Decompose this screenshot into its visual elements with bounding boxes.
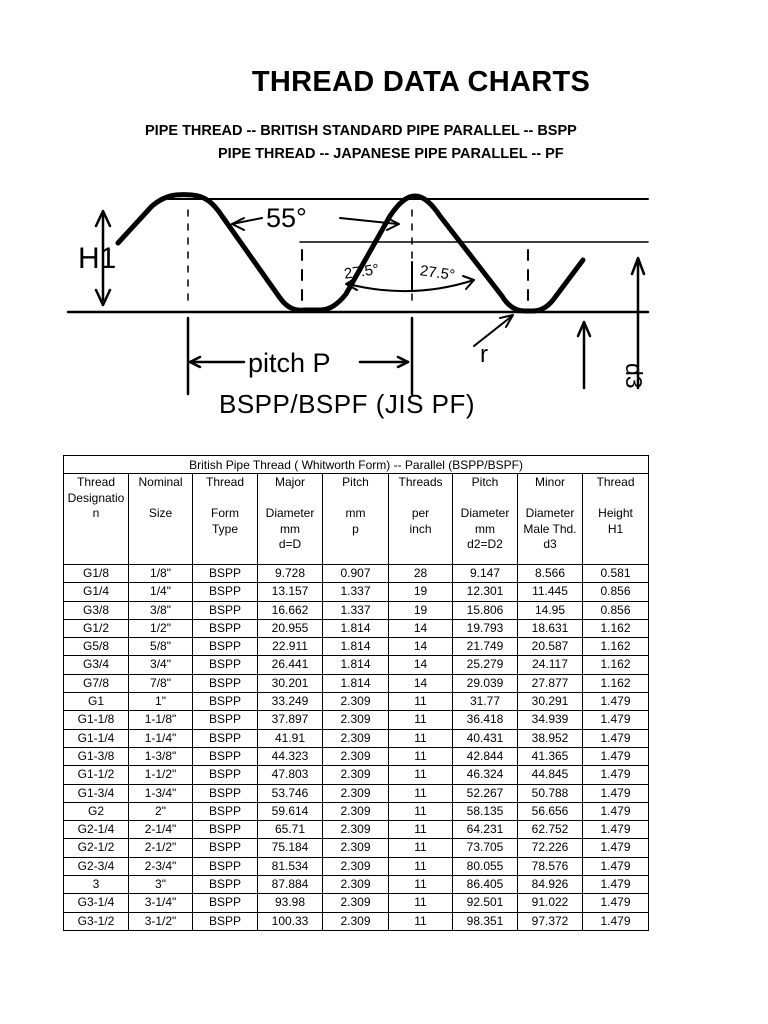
angle-55-label: 55° [266, 203, 307, 233]
table-cell: 1.479 [583, 802, 649, 820]
table-cell: 59.614 [258, 802, 323, 820]
table-cell: 93.98 [258, 894, 323, 912]
table-cell: G3/8 [64, 601, 129, 619]
table-cell: 52.267 [453, 784, 518, 802]
diagram-caption: BSPP/BSPF (JIS PF) [219, 389, 476, 419]
table-cell: BSPP [193, 729, 258, 747]
table-cell: 3/8" [129, 601, 193, 619]
column-header-line: Diameter [265, 506, 315, 520]
column-header-line: Nominal [138, 475, 183, 489]
column-header [453, 474, 518, 565]
table-cell: 5/8" [129, 638, 193, 656]
table-cell: 40.431 [453, 729, 518, 747]
table-cell: 1" [129, 693, 193, 711]
column-header-line: d2=D2 [467, 537, 503, 551]
table-cell: 11 [389, 894, 453, 912]
table-cell: 19 [389, 583, 453, 601]
table-cell: 28 [389, 565, 453, 583]
column-header [518, 474, 583, 565]
table-cell: G1/4 [64, 583, 129, 601]
table-cell: G2-1/2 [64, 839, 129, 857]
column-header-line [193, 491, 257, 507]
table-cell: 2.309 [323, 876, 389, 894]
angle-27-left-label: 27.5° [342, 260, 381, 283]
table-cell: 1.479 [583, 894, 649, 912]
table-cell: 98.351 [453, 912, 518, 930]
table-cell: 36.418 [453, 711, 518, 729]
table-cell: G3-1/4 [64, 894, 129, 912]
subtitle-pf: PIPE THREAD -- JAPANESE PIPE PARALLEL -- PF [218, 146, 564, 162]
table-cell: 0.856 [583, 583, 649, 601]
table-cell: 1-1/2" [129, 766, 193, 784]
table-cell: 1.479 [583, 821, 649, 839]
table-cell: 3-1/2" [129, 912, 193, 930]
table-cell: 2.309 [323, 894, 389, 912]
table-cell: 11 [389, 802, 453, 820]
table-cell: 3 [64, 876, 129, 894]
column-header-line: H1 [607, 521, 624, 536]
column-header-line: inch [409, 521, 432, 536]
table-cell: G1-1/4 [64, 729, 129, 747]
table-cell: 81.534 [258, 857, 323, 875]
table-cell: 2.309 [323, 821, 389, 839]
table-cell: G1-1/8 [64, 711, 129, 729]
column-header [193, 474, 258, 565]
table-cell: BSPP [193, 802, 258, 820]
table-cell: 1.814 [323, 619, 389, 637]
table-cell: 1.814 [323, 674, 389, 692]
table-cell: 73.705 [453, 839, 518, 857]
table-row [64, 784, 649, 802]
table-cell: 100.33 [258, 912, 323, 930]
column-header [389, 474, 453, 565]
table-cell: 24.117 [518, 656, 583, 674]
table-cell: 44.323 [258, 747, 323, 765]
table-cell: 41.91 [258, 729, 323, 747]
table-row [64, 839, 649, 857]
column-header-line: d3 [543, 537, 557, 551]
table-cell: 72.226 [518, 839, 583, 857]
table-cell: 11 [389, 857, 453, 875]
table-cell: 14 [389, 619, 453, 637]
radius-label: r [480, 341, 488, 368]
table-row [64, 821, 649, 839]
table-cell: BSPP [193, 583, 258, 601]
table-cell: 11 [389, 747, 453, 765]
pitch-label: pitch P [248, 348, 331, 378]
table-cell: 1.337 [323, 583, 389, 601]
table-cell: 2.309 [323, 766, 389, 784]
table-cell: 44.845 [518, 766, 583, 784]
table-cell: 3/4" [129, 656, 193, 674]
table-cell: 20.955 [258, 619, 323, 637]
table-cell: BSPP [193, 674, 258, 692]
table-row [64, 802, 649, 820]
table-cell: 65.71 [258, 821, 323, 839]
table-cell: 97.372 [518, 912, 583, 930]
table-cell: 26.441 [258, 656, 323, 674]
table-row [64, 747, 649, 765]
table-cell: 1-1/4" [129, 729, 193, 747]
table-cell: G7/8 [64, 674, 129, 692]
column-header-line: Minor [534, 475, 565, 489]
column-header-line: p [352, 521, 359, 536]
column-header-line: Diameter [525, 506, 575, 520]
table-cell: 1.337 [323, 601, 389, 619]
table-row [64, 638, 649, 656]
table-cell: BSPP [193, 638, 258, 656]
table-cell: 2-1/4" [129, 821, 193, 839]
table-cell: BSPP [193, 601, 258, 619]
column-header-line: Major [274, 475, 305, 489]
table-cell: 1.479 [583, 711, 649, 729]
table-row [64, 729, 649, 747]
column-header-line: mm [345, 506, 366, 520]
table-cell: 19.793 [453, 619, 518, 637]
column-header-line: n [92, 506, 100, 520]
table-cell: 2" [129, 802, 193, 820]
table-cell: 1/2" [129, 619, 193, 637]
table-cell: 1.162 [583, 638, 649, 656]
table-cell: 1.479 [583, 766, 649, 784]
table-cell: 3" [129, 876, 193, 894]
table-cell: 19 [389, 601, 453, 619]
table-cell: 11 [389, 876, 453, 894]
table-cell: 37.897 [258, 711, 323, 729]
table-cell: G3-1/2 [64, 912, 129, 930]
table-cell: 1-1/8" [129, 711, 193, 729]
table-cell: 34.939 [518, 711, 583, 729]
column-header [583, 474, 649, 565]
table-cell: BSPP [193, 565, 258, 583]
table-cell: 1.479 [583, 839, 649, 857]
table-cell: 2.309 [323, 747, 389, 765]
column-header-line: Size [148, 506, 173, 520]
table-cell: G1 [64, 693, 129, 711]
bspp-thread-table [63, 455, 649, 931]
table-cell: 1.479 [583, 784, 649, 802]
table-caption: British Pipe Thread ( Whitworth Form) -- Parallel (BSPP/BSPF) [64, 456, 649, 474]
table-cell: 1.479 [583, 693, 649, 711]
column-header-line: Form [211, 506, 239, 520]
column-header-line [323, 491, 388, 507]
table-cell: BSPP [193, 894, 258, 912]
table-cell: 1-3/8" [129, 747, 193, 765]
column-header-line [258, 491, 322, 507]
table-cell: 2.309 [323, 729, 389, 747]
table-cell: 2.309 [323, 839, 389, 857]
table-cell: 11 [389, 821, 453, 839]
angle-27-right-label: 27.5° [418, 262, 457, 285]
table-cell: 2.309 [323, 711, 389, 729]
table-cell: BSPP [193, 747, 258, 765]
table-cell: G1-3/8 [64, 747, 129, 765]
table-cell: G3/4 [64, 656, 129, 674]
table-cell: 8.566 [518, 565, 583, 583]
table-cell: 7/8" [129, 674, 193, 692]
table-cell: 41.365 [518, 747, 583, 765]
table-cell: 56.656 [518, 802, 583, 820]
column-header-line [518, 491, 582, 507]
column-header-line: Pitch [471, 475, 499, 489]
table-cell: 1.814 [323, 656, 389, 674]
table-cell: 2-3/4" [129, 857, 193, 875]
column-header-line [583, 491, 648, 507]
column-header-line: Thread [76, 475, 116, 489]
table-row [64, 894, 649, 912]
table-row [64, 656, 649, 674]
table-cell: 1.162 [583, 674, 649, 692]
table-cell: G1-3/4 [64, 784, 129, 802]
table-cell: G5/8 [64, 638, 129, 656]
table-cell: 11.445 [518, 583, 583, 601]
table-cell: 1.479 [583, 857, 649, 875]
table-cell: 21.749 [453, 638, 518, 656]
d3-label: d3 [621, 363, 647, 389]
table-cell: 1.162 [583, 619, 649, 637]
table-cell: BSPP [193, 619, 258, 637]
table-cell: 92.501 [453, 894, 518, 912]
table-row [64, 674, 649, 692]
table-row [64, 619, 649, 637]
table-cell: 13.157 [258, 583, 323, 601]
table-cell: 42.844 [453, 747, 518, 765]
table-cell: 1.479 [583, 729, 649, 747]
table-cell: 1.814 [323, 638, 389, 656]
column-header-line [389, 491, 452, 507]
table-cell: 80.055 [453, 857, 518, 875]
table-cell: 20.587 [518, 638, 583, 656]
column-header-line: Designatio [67, 490, 125, 505]
table-cell: 78.576 [518, 857, 583, 875]
thread-profile-diagram [0, 0, 768, 440]
table-cell: 2.309 [323, 784, 389, 802]
table-cell: 11 [389, 693, 453, 711]
table-cell: G2-3/4 [64, 857, 129, 875]
table-cell: 64.231 [453, 821, 518, 839]
table-cell: 0.907 [323, 565, 389, 583]
column-header-line [453, 491, 517, 507]
table-cell: 62.752 [518, 821, 583, 839]
table-cell: BSPP [193, 912, 258, 930]
column-header-line: mm [475, 521, 495, 536]
table-cell: 2.309 [323, 857, 389, 875]
table-row [64, 912, 649, 930]
table-cell: BSPP [193, 876, 258, 894]
column-header [129, 474, 193, 565]
table-cell: 58.135 [453, 802, 518, 820]
table-cell: 86.405 [453, 876, 518, 894]
table-row [64, 565, 649, 583]
table-row [64, 693, 649, 711]
table-cell: 11 [389, 839, 453, 857]
column-header-line: Pitch [342, 475, 369, 489]
table-cell: 47.803 [258, 766, 323, 784]
column-header-line: d=D [278, 537, 302, 551]
table-cell: BSPP [193, 857, 258, 875]
table-cell: 87.884 [258, 876, 323, 894]
table-cell: BSPP [193, 821, 258, 839]
table-cell: 1.479 [583, 876, 649, 894]
table-cell: 38.952 [518, 729, 583, 747]
table-cell: G1/2 [64, 619, 129, 637]
table-cell: 75.184 [258, 839, 323, 857]
column-header-line: Type [211, 521, 238, 536]
table-cell: 46.324 [453, 766, 518, 784]
table-cell: 91.022 [518, 894, 583, 912]
table-cell: G1/8 [64, 565, 129, 583]
table-cell: 1/8" [129, 565, 193, 583]
table-cell: 11 [389, 912, 453, 930]
table-cell: 2-1/2" [129, 839, 193, 857]
column-header-line: Height [598, 506, 633, 520]
column-header-line: Thread [205, 475, 245, 489]
table-cell: 1/4" [129, 583, 193, 601]
table-row [64, 711, 649, 729]
table-cell: BSPP [193, 784, 258, 802]
table-cell: BSPP [193, 766, 258, 784]
table-cell: 1.162 [583, 656, 649, 674]
table-cell: BSPP [193, 839, 258, 857]
column-header-line: Male Thd. [523, 521, 577, 536]
table-cell: 0.581 [583, 565, 649, 583]
column-header-line: Thread [596, 475, 635, 489]
column-header [323, 474, 389, 565]
table-row [64, 857, 649, 875]
column-header [64, 474, 129, 565]
table-cell: 9.147 [453, 565, 518, 583]
table-cell: 1.479 [583, 747, 649, 765]
table-cell: 1.479 [583, 912, 649, 930]
table-cell: 16.662 [258, 601, 323, 619]
table-cell: 84.926 [518, 876, 583, 894]
table-cell: 33.249 [258, 693, 323, 711]
table-cell: 22.911 [258, 638, 323, 656]
table-row [64, 601, 649, 619]
column-header-line: mm [280, 521, 300, 536]
column-header-line: Threads [398, 475, 443, 489]
table-cell: 2.309 [323, 802, 389, 820]
table-cell: 11 [389, 784, 453, 802]
table-cell: 15.806 [453, 601, 518, 619]
table-cell: 14 [389, 638, 453, 656]
table-cell: 12.301 [453, 583, 518, 601]
table-cell: 18.631 [518, 619, 583, 637]
table-row [64, 583, 649, 601]
table-cell: BSPP [193, 693, 258, 711]
subtitle-bspp: PIPE THREAD -- BRITISH STANDARD PIPE PARALLEL -- BSPP [145, 123, 577, 139]
table-cell: 53.746 [258, 784, 323, 802]
table-cell: 27.877 [518, 674, 583, 692]
table-cell: 3-1/4" [129, 894, 193, 912]
table-cell: G2 [64, 802, 129, 820]
table-cell: 11 [389, 766, 453, 784]
h1-label: H1 [78, 242, 117, 275]
table-cell: BSPP [193, 656, 258, 674]
table-cell: G2-1/4 [64, 821, 129, 839]
table-cell: 25.279 [453, 656, 518, 674]
column-header-line: per [411, 506, 430, 520]
table-cell: 2.309 [323, 693, 389, 711]
table-cell: 31.77 [453, 693, 518, 711]
table-cell: 30.291 [518, 693, 583, 711]
table-cell: 50.788 [518, 784, 583, 802]
table-cell: 14 [389, 656, 453, 674]
table-cell: 0.856 [583, 601, 649, 619]
table-cell: 14.95 [518, 601, 583, 619]
page-title: THREAD DATA CHARTS [251, 66, 591, 98]
table-cell: 9.728 [258, 565, 323, 583]
column-header [258, 474, 323, 565]
table-cell: G1-1/2 [64, 766, 129, 784]
table-cell: BSPP [193, 711, 258, 729]
table-cell: 11 [389, 711, 453, 729]
column-header-line: Diameter [460, 506, 510, 520]
table-cell: 1-3/4" [129, 784, 193, 802]
table-cell: 11 [389, 729, 453, 747]
table-cell: 30.201 [258, 674, 323, 692]
table-row [64, 876, 649, 894]
table-row [64, 766, 649, 784]
table-cell: 14 [389, 674, 453, 692]
column-header-line [129, 491, 192, 507]
table-cell: 2.309 [323, 912, 389, 930]
table-cell: 29.039 [453, 674, 518, 692]
